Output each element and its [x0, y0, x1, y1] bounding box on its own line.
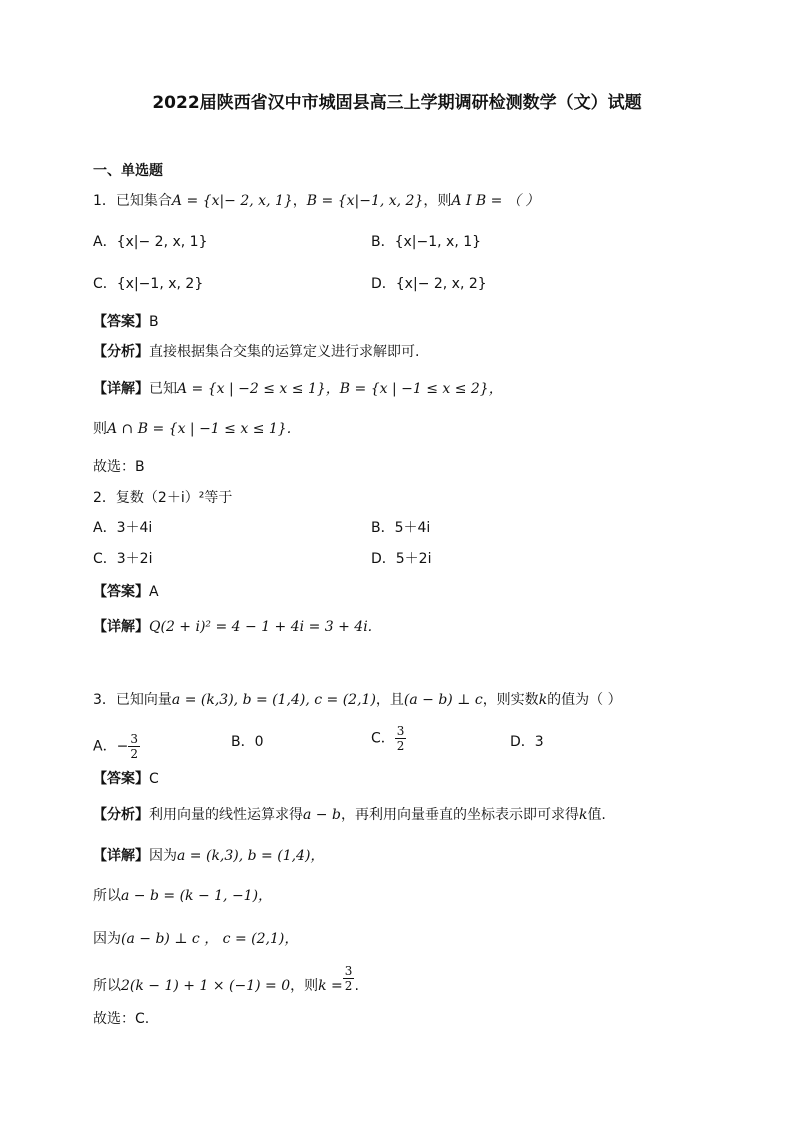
q1-stem-suffix: ，则: [423, 193, 452, 209]
q3-detail-line-4: [93, 964, 359, 998]
q3-d4-denominator: 2: [344, 979, 353, 993]
section-heading: 一、单选题: [93, 163, 163, 179]
q3-options-row: [93, 724, 693, 760]
q3-option-c-fraction: [395, 724, 407, 753]
q3-option-a-denominator: 2: [130, 747, 138, 761]
q3-answer-line: [93, 769, 159, 789]
q3-stem-mid: ，且: [375, 692, 404, 708]
q1-detail-tag: 【详解】: [93, 381, 149, 397]
q3-analysis-k: k: [578, 807, 588, 823]
q1-option-a: A．{x|− 2, x, 1}: [93, 234, 208, 250]
q1-set-a: A = {x|− 2, x, 1}: [171, 193, 293, 209]
q2-answer-tag: 【答案】: [93, 584, 149, 600]
q1-option-d: D．{x|− 2, x, 2}: [371, 276, 487, 292]
q1-stem: 1．已知集合A = {x|− 2, x, 1}，B = {x|−1, x, 2}，则A I B = （ ）: [93, 193, 540, 209]
q3-d4-k: k =: [318, 977, 343, 994]
q3-analysis-math: a − b: [303, 807, 341, 823]
q3-stem-vectors: a = (k,3), b = (1,4), c = (2,1): [171, 692, 376, 708]
q2-detail-line: [93, 617, 372, 637]
q2-option-a: A．3＋4i: [93, 520, 153, 536]
q3-detail-line-2: [93, 886, 272, 906]
q3-d4-mid: ，则: [290, 977, 319, 994]
q3-d1-prefix: 因为: [149, 848, 177, 864]
document-title: 2022届陕西省汉中市城固县高三上学期调研检测数学（文）试题: [152, 93, 642, 113]
q1-detail1-prefix: 已知: [149, 381, 177, 397]
q3-stem-condition: (a − b) ⊥ c: [403, 692, 483, 708]
q1-stem-op: A I B = （ ）: [451, 193, 540, 209]
q3-option-a: [93, 732, 140, 761]
q3-option-c-label: C．: [371, 730, 395, 747]
q1-analysis-tag: 【分析】: [93, 344, 149, 360]
q1-detail-line-2: [93, 419, 291, 439]
q3-option-b: B．0: [231, 734, 264, 750]
q3-d3-math: (a − b) ⊥ c ， c = (2,1)，: [121, 931, 299, 947]
q3-answer: C: [149, 771, 159, 787]
q3-stem-suffix: ，则实数: [482, 692, 539, 708]
q3-analysis-prefix: 利用向量的线性运算求得: [149, 807, 303, 823]
q3-analysis-line: [93, 805, 606, 825]
q2-answer-line: [93, 582, 159, 602]
q2-stem: 2．复数（2＋i）²等于: [93, 490, 233, 506]
q1-stem-prefix: 1．已知集合: [93, 193, 172, 209]
q3-d4-fraction: [343, 964, 355, 993]
q3-option-a-fraction: [128, 732, 140, 761]
q3-d4-prefix: 所以: [93, 977, 121, 994]
q1-detail2-math: A ∩ B = {x | −1 ≤ x ≤ 1}.: [107, 421, 292, 437]
q2-answer: A: [149, 584, 159, 600]
q3-option-c-numerator: 3: [396, 724, 405, 738]
q1-answer-line: [93, 312, 159, 332]
q1-option-c: C．{x|−1, x, 2}: [93, 276, 204, 292]
q3-analysis-tag: 【分析】: [93, 807, 149, 823]
q3-option-c-denominator: 2: [396, 739, 405, 753]
q1-option-b: B．{x|−1, x, 1}: [371, 234, 482, 250]
q2-option-b: B．5＋4i: [371, 520, 431, 536]
q3-d4-math: 2(k − 1) + 1 × (−1) = 0: [121, 977, 291, 994]
q3-stem-prefix: 3．已知向量: [93, 692, 172, 708]
q3-stem-k: k: [538, 692, 548, 708]
q3-d1-math: a = (k,3), b = (1,4)，: [177, 848, 325, 864]
q1-detail1-math: A = {x | −2 ≤ x ≤ 1}，B = {x | −1 ≤ x ≤ 2}，: [177, 381, 503, 397]
q3-detail-tag: 【详解】: [93, 848, 149, 864]
q3-analysis-end: 值.: [587, 807, 606, 823]
q2-option-d: D．5＋2i: [371, 551, 432, 567]
q2-detail-math: Q(2 + i)² = 4 − 1 + 4i = 3 + 4i.: [149, 619, 373, 635]
q1-conclusion: 故选：B: [93, 459, 145, 475]
q3-d4-end: .: [354, 977, 359, 994]
q3-d4-numerator: 3: [344, 964, 353, 978]
q3-conclusion: 故选：C.: [93, 1011, 150, 1027]
q3-option-a-label: A．−: [93, 738, 129, 755]
q3-analysis-suffix: ，再利用向量垂直的坐标表示即可求得: [340, 807, 579, 823]
q1-analysis-line: [93, 342, 419, 362]
q2-option-c: C．3＋2i: [93, 551, 153, 567]
q2-detail-tag: 【详解】: [93, 619, 149, 635]
q3-d3-prefix: 因为: [93, 931, 121, 947]
q1-set-b: B = {x|−1, x, 2}: [306, 193, 424, 209]
q3-detail-line-3: [93, 929, 298, 949]
q3-d2-prefix: 所以: [93, 888, 121, 904]
q3-option-c: [371, 724, 406, 753]
q1-answer: B: [149, 314, 159, 330]
q3-answer-tag: 【答案】: [93, 771, 149, 787]
q3-option-d: D．3: [510, 734, 544, 750]
q3-detail-line-1: [93, 846, 324, 866]
q3-stem-end: 的值为（ ）: [547, 692, 622, 708]
q3-d2-math: a − b = (k − 1, −1)，: [121, 888, 273, 904]
q3-stem: [93, 690, 622, 710]
q1-answer-tag: 【答案】: [93, 314, 149, 330]
q1-detail2-prefix: 则: [93, 421, 107, 437]
q3-option-a-numerator: 3: [130, 732, 138, 746]
q1-analysis: 直接根据集合交集的运算定义进行求解即可.: [149, 344, 420, 360]
q1-detail-line-1: [93, 379, 503, 399]
